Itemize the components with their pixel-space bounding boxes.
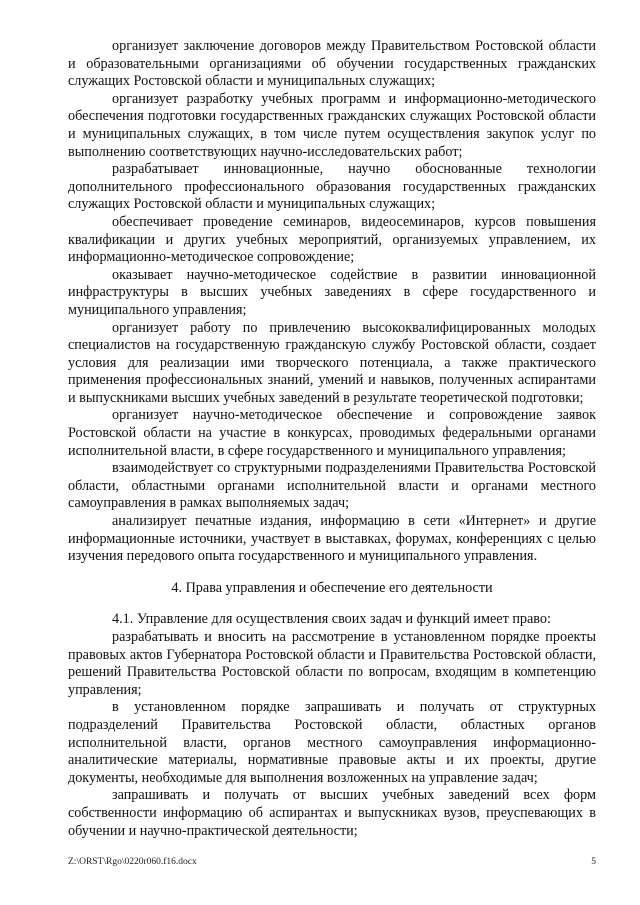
paragraph-analysis: анализирует печатные издания, информацию в сети «Интернет» и другие информационные источники, участвует в выставках, форумах, конференциях с целью изучения передового опыта государственного и муниципального управления. — [68, 513, 596, 565]
section-heading: 4. Права управления и обеспечение его деятельности — [171, 579, 493, 596]
paragraph-interaction: взаимодействует со структурными подразделениями Правительства Ростовской области, областными органами исполнительной власти и органами местного самоуправления в рамках выполняемых задач; — [68, 460, 596, 512]
footer-page-number: 5 — [591, 857, 596, 867]
paragraph-technologies: разрабатывает инновационные, научно обоснованные технологии дополнительного профессионального образования государственных гражданских служащих Ростовской области и муниципальных служащих; — [68, 161, 596, 213]
paragraph-right-draft-acts: разрабатывать и вносить на рассмотрение в установленном порядке проекты правовых актов Губернатора Ростовской области и Правительства Ростовской области, решений Правительства Ростовской области по вопросам, входящим в компетенцию управления; — [68, 629, 596, 698]
footer-file-path: Z:\ORST\Rgo\0220r060.f16.docx — [68, 857, 197, 867]
paragraph-young-specialists: организует работу по привлечению высококвалифицированных молодых специалистов на государственную гражданскую службу Ростовской области, создает условия для реализации ими творческого потенциала, а также практического применения профессиональных знаний, умений и навыков, полученных аспирантами и выпускниками высших учебных заведений в результате теоретической подготовки; — [68, 319, 596, 406]
paragraph-contest-applications: организует научно-методическое обеспечение и сопровождение заявок Ростовской области на участие в конкурсах, проводимых федеральными органами исполнительной власти, в сфере государственного и муниципального управления; — [68, 407, 596, 459]
paragraph-seminars: обеспечивает проведение семинаров, видеосеминаров, курсов повышения квалификации и других учебных мероприятий, организуемых управлением, их информационно-методическое сопровождение; — [68, 213, 596, 266]
paragraph-rights-intro: 4.1. Управление для осуществления своих задач и функций имеет право: — [112, 611, 551, 628]
document-page — [68, 38, 596, 840]
paragraph-right-request-materials: в установленном порядке запрашивать и получать от структурных подразделений Правительства Ростовской области, областных органов исполнительной власти, органов местного самоуправления информационно-аналитические материалы, нормативные правовые акты и их проекты, другие документы, необходимые для выполнения возложенных на управление задач; — [68, 699, 596, 786]
paragraph-contracts: организует заключение договоров между Правительством Ростовской области и образовательными организациями об обучении государственных гражданских служащих Ростовской области и муниципальных служащих; — [68, 38, 596, 90]
paragraph-innovation-support: оказывает научно-методическое содействие в развитии инновационной инфраструктуры в высших учебных заведениях в сфере государственного и муниципального управления; — [68, 266, 596, 318]
paragraph-right-request-graduates: запрашивать и получать от высших учебных заведений всех форм собственности информацию об аспирантах и выпускниках вузов, преуспевающих в обучении и научно-практической деятельности; — [68, 787, 596, 839]
paragraph-curricula: организует разработку учебных программ и информационно-методического обеспечения подготовки государственных гражданских служащих Ростовской области и муниципальных служащих, в том числе путем осуществления закупок услуг по выполнению соответствующих научно-исследовательских работ; — [68, 90, 596, 160]
